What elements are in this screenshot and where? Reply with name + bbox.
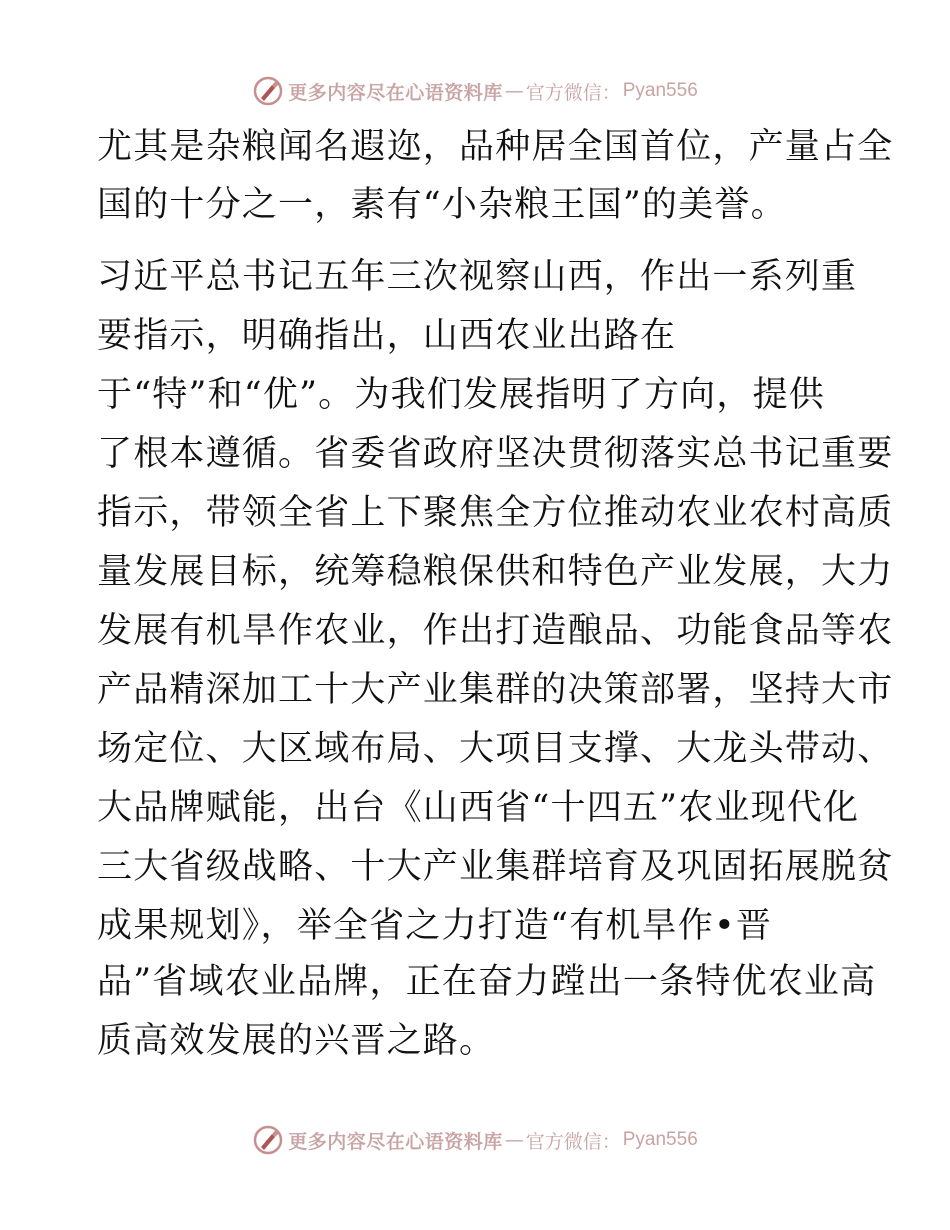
- banner-wechat-label: 官方微信：: [525, 81, 621, 104]
- footer-banner: [0, 1120, 950, 1160]
- text-line: 三大省级战略、十大产业集群培育及巩固拓展脱贫: [97, 847, 894, 887]
- banner-separator: —: [504, 1129, 524, 1151]
- text-line: 要指示，明确指出，山西农业出路在: [97, 316, 677, 356]
- pen-logo-icon: [252, 75, 284, 107]
- text-line: 大品牌赋能，出台《山西省“十四五”农业现代化: [97, 788, 860, 828]
- text-line: 于“特”和“优”。为我们发展指明了方向，提供: [97, 375, 825, 415]
- pen-logo-icon: [252, 1124, 284, 1156]
- text-line: 发展有机旱作农业，作出打造酿品、功能食品等农: [97, 611, 894, 651]
- text-line: 品”省域农业品牌，正在奋力蹚出一条特优农业高: [97, 962, 877, 1002]
- text-line: 场定位、大区域布局、大项目支撑、大龙头带动、: [97, 729, 894, 769]
- text-line: 量发展目标，统筹稳粮保供和特色产业发展，大力: [97, 552, 894, 592]
- header-banner: [0, 71, 950, 111]
- text-line: 质高效发展的兴晋之路。: [97, 1021, 496, 1061]
- banner-separator: —: [504, 80, 524, 102]
- text-line: 国的十分之一，素有“小杂粮王国”的美誉。: [97, 185, 787, 225]
- banner-wechat-handle: Pyan556: [622, 80, 698, 101]
- banner-wechat-handle: Pyan556: [622, 1129, 698, 1150]
- text-line: 尤其是杂粮闻名遐迩，品种居全国首位，产量占全: [97, 127, 894, 167]
- text-line: 成果规划》，举全省之力打造“有机旱作•晋: [97, 906, 773, 946]
- text-line: 产品精深加工十大产业集群的决策部署，坚持大市: [97, 670, 894, 710]
- text-line: 了根本遵循。省委省政府坚决贯彻落实总书记重要: [97, 434, 894, 474]
- banner-brand-text: 更多内容尽在心语资料库: [288, 1130, 503, 1153]
- text-line: 指示，带领全省上下聚焦全方位推动农业农村高质: [97, 493, 894, 533]
- text-line: 习近平总书记五年三次视察山西，作出一系列重: [97, 257, 858, 297]
- banner-brand-text: 更多内容尽在心语资料库: [288, 81, 503, 104]
- banner-wechat-label: 官方微信：: [525, 1130, 621, 1153]
